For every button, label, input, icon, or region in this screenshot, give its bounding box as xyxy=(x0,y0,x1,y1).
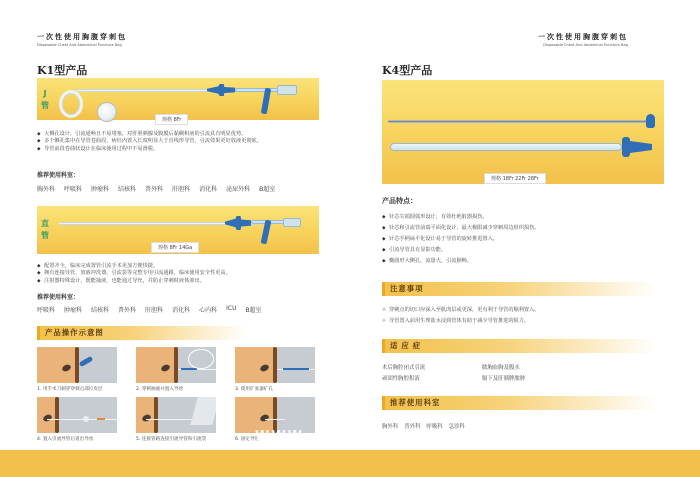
k1-title: K1型产品 xyxy=(37,64,88,77)
feature-item: ◆ 注射器特殊设计，既能抽液，也能通过导丝，并防止穿刺时液体渗出。 xyxy=(37,278,322,285)
header-title-en: Disposable Chest And Abdominal Puncture Bag xyxy=(37,43,122,47)
scalpel-icon xyxy=(79,356,94,367)
dept-item: B超室 xyxy=(259,186,276,193)
indication-item: 脓胸血胸及腹水 xyxy=(482,365,520,371)
operation-step-3 xyxy=(235,347,315,392)
dept-item: 普外科 xyxy=(118,307,137,314)
dept-item: 肿瘤科 xyxy=(64,307,83,314)
operation-step-1 xyxy=(37,347,117,392)
k4-banner xyxy=(382,80,664,184)
header-title-cn: 一次性使用胸腹穿刺包 xyxy=(538,32,628,41)
syringe-tip xyxy=(277,85,297,95)
notes-title: 注意事项 xyxy=(390,284,424,293)
operation-step-5 xyxy=(136,397,216,442)
step-caption: 4. 置入引流导管后退出导丝 xyxy=(37,437,94,442)
step-illustration xyxy=(37,397,117,433)
bottom-band xyxy=(0,450,700,477)
dilator-icon xyxy=(283,368,309,370)
operation-step-2 xyxy=(136,347,216,392)
operation-title-bar xyxy=(37,326,247,340)
straight-tube-dept-heading: 推荐使用科室： xyxy=(37,294,80,301)
k4-features xyxy=(382,212,672,267)
catheter-hub-icon xyxy=(622,137,630,157)
dept-item: 肝胆科 xyxy=(145,307,164,314)
stylet-needle xyxy=(388,120,650,123)
feature-item: ◆ 配置齐全，临床完成置管引流手术更加方便快捷。 xyxy=(37,263,322,270)
step-illustration xyxy=(136,347,216,383)
title-accent xyxy=(382,396,385,410)
step-caption: 1. 用手术刀刺穿穿刺点部位皮层 xyxy=(37,387,103,392)
hub-icon xyxy=(225,216,251,230)
j-tube-departments xyxy=(37,184,275,193)
dept-item: 普外科 xyxy=(145,186,164,193)
feature-item: ◆ 导管前段卷曲状设计在临床使用过程中不易滑脱。 xyxy=(37,146,322,153)
dept-item: 肿瘤科 xyxy=(91,186,110,193)
j-tube-dept-heading: 推荐使用科室： xyxy=(37,172,80,179)
title-accent xyxy=(382,282,385,296)
feature-item: ◆ 多个侧孔集中在导管卷曲段，病灶内置入长度明显大于直线形导管，引流效果更好放液更彻底。 xyxy=(37,138,322,145)
feature-item: ◆ 针芯尖端圆弧形设计，有效杜绝脏器损伤。 xyxy=(382,212,672,223)
dept-item: 急诊科 xyxy=(448,424,465,430)
step-caption: 5. 连接管路连接引流导管和引流袋 xyxy=(136,437,207,442)
dept-item: B超室 xyxy=(245,307,262,314)
indication-item: 顽固性胸腔积液 xyxy=(382,376,420,382)
straight-tube-label: 直管 xyxy=(41,219,49,240)
recommended-title: 推荐使用科室 xyxy=(390,398,441,407)
dept-item: ICU xyxy=(226,305,237,312)
j-tube-features xyxy=(37,131,322,153)
stylet-handle-icon xyxy=(646,114,655,128)
header-title-en: Disposable Chest And Abdominal Puncture Bag xyxy=(543,43,628,47)
hub-icon xyxy=(207,84,235,96)
dept-item: 普外科 xyxy=(404,424,421,430)
dept-item: 消化科 xyxy=(199,186,218,193)
recommended-departments xyxy=(382,422,465,430)
title-accent xyxy=(382,339,385,353)
indication-item: 膈下及肝胰脾脓肿 xyxy=(482,376,526,382)
feature-item: ◆ 拥有连接导管、放液冲洗器、引流袋等完整专用引流通路，临床使用安全性更高。 xyxy=(37,270,322,277)
k4-features-title: 产品特点： xyxy=(382,196,417,205)
needle-icon xyxy=(181,368,197,370)
header-title-cn: 一次性使用胸腹穿刺包 xyxy=(37,32,127,41)
header-left xyxy=(37,32,127,47)
straight-tube-spec: 规格 8Fr 14Ga xyxy=(151,242,199,253)
step-illustration xyxy=(136,397,216,433)
dept-item: 结核科 xyxy=(91,307,110,314)
step-caption: 3. 使用扩张器扩孔 xyxy=(235,387,274,392)
catheter-connector-icon xyxy=(630,141,652,153)
feature-item: ◆ 针芯手柄扁平化设计易于导管的旋转推进置入。 xyxy=(382,234,672,245)
operation-step-4 xyxy=(37,397,117,442)
j-tube-banner xyxy=(37,78,319,123)
notes-title-bar xyxy=(382,282,657,296)
step-caption: 6. 固定导管 xyxy=(235,437,260,442)
straight-tube-banner xyxy=(37,206,319,254)
step-caption: 2. 穿刺抽液并置入导丝 xyxy=(136,387,184,392)
operation-title: 产品操作示意图 xyxy=(45,328,104,337)
dept-item: 呼吸科 xyxy=(64,186,83,193)
j-tube-spec: 规格 8Fr xyxy=(155,114,188,125)
dept-item: 消化科 xyxy=(172,307,191,314)
j-tube-label: J管 xyxy=(41,89,49,110)
dept-item: 胸外科 xyxy=(382,424,399,430)
feature-item: ◆ 针芯和引流管前端平面化设计，最大极限减少穿刺周边组织损伤。 xyxy=(382,223,672,234)
feature-item: ◆ 引流导管具有显影功能。 xyxy=(382,245,672,256)
j-tube-coil xyxy=(59,90,83,118)
indications-list xyxy=(382,363,592,382)
dept-item: 结核科 xyxy=(118,186,137,193)
watermark-text: WWW. xyxy=(255,429,310,444)
dept-item: 泌尿外科 xyxy=(226,186,251,193)
k4-spec: 规格 18Fr 22Fr 28Fr xyxy=(484,173,546,184)
step-illustration xyxy=(235,397,315,433)
dept-item: 呼吸科 xyxy=(426,424,443,430)
drainage-catheter xyxy=(390,143,622,151)
step-illustration xyxy=(37,347,117,383)
indications-title-bar xyxy=(382,339,657,353)
straight-tube-departments xyxy=(37,305,262,314)
connector-icon xyxy=(83,416,89,422)
guidewire-loop xyxy=(188,349,214,369)
straight-tube-features xyxy=(37,263,322,285)
drainage-bag-icon xyxy=(190,397,216,425)
dept-item: 胸外科 xyxy=(37,186,56,193)
header-right xyxy=(538,32,628,47)
syringe-tip xyxy=(283,218,301,227)
feature-item: ◆ 椭圆形大侧孔，流量大，引流顺畅。 xyxy=(382,256,672,267)
recommended-title-bar xyxy=(382,396,657,410)
note-item: ※ 穿刺点的切口应深入至肌肉层或更深，更有利于导管的顺利置入。 xyxy=(382,305,672,316)
dept-item: 肝胆科 xyxy=(172,186,191,193)
indication-item: 术后胸腔闭式引流 xyxy=(382,365,426,371)
guidewire-tip xyxy=(97,418,105,420)
title-accent xyxy=(37,326,40,340)
feature-item: ◆ 大侧孔设计，引流通畅且不易堵塞，对肝胆胰腺及腹膜后黏稠积液的引流具有明显优势。 xyxy=(37,131,322,138)
dept-item: 心内科 xyxy=(199,307,218,314)
notes-list xyxy=(382,305,672,327)
note-item: ※ 导管置入前用生理盐水浸润管体有助于减少导管推进的阻力。 xyxy=(382,316,672,327)
dept-item: 呼吸科 xyxy=(37,307,56,314)
indications-title: 适应症 xyxy=(390,341,425,350)
step-illustration xyxy=(235,347,315,383)
detail-zoom-circle xyxy=(97,102,117,122)
k4-title: K4型产品 xyxy=(382,64,433,77)
